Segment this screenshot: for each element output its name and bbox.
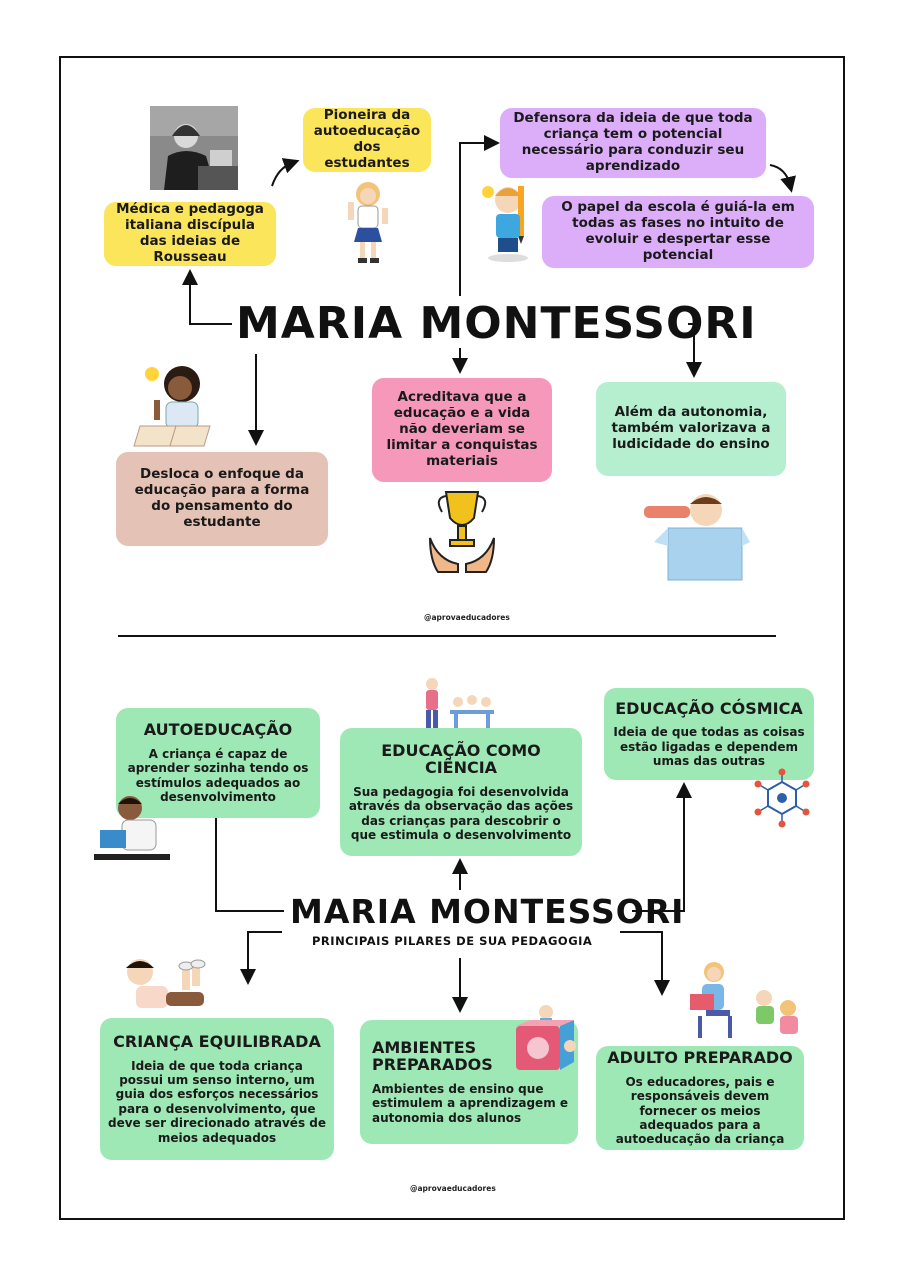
card-autoeducacao-body: A criança é capaz de aprender sozinha tendo os estímulos adequados ao desenvolvimento: [127, 747, 309, 805]
card-ambientes-body: Ambientes de ensino que estimulem a aprendizagem e autonomia dos alunos: [372, 1082, 569, 1125]
teacher-kids-illustration: [688, 958, 806, 1042]
card-ambientes-head: AMBIENTES PREPARADOS: [372, 1037, 493, 1075]
card-adulto: [596, 1046, 804, 1150]
box-acreditava: Acreditava que a educação e a vida não deveriam se limitar a conquistas materiais: [372, 378, 552, 482]
box-alem: Além da autonomia, também valorizava a ludicidade do ensino: [596, 382, 786, 476]
card-cosmica-body: Ideia de que todas as coisas estão ligadas e dependem umas das outras: [613, 725, 805, 768]
girl-idea-illustration: [130, 362, 214, 448]
card-ciencia-head: EDUCAÇÃO COMO CIÊNCIA: [381, 740, 541, 778]
bottom-handle: @aprovaeducadores: [410, 1184, 496, 1193]
box-pioneira: Pioneira da autoeducação dos estudantes: [303, 108, 431, 172]
boy-telescope-illustration: [640, 490, 752, 582]
toy-cube-illustration: [512, 1002, 582, 1076]
box-medica: Médica e pedagoga italiana discípula das ideias de Rousseau: [104, 202, 276, 266]
bottom-subtitle: PRINCIPAIS PILARES DE SUA PEDAGOGIA: [312, 934, 593, 948]
card-ciencia-body: Sua pedagogia foi desenvolvida através da observação das ações das crianças para descobrir o que estimula o desenvolvimento: [348, 784, 574, 842]
classroom-illustration: [414, 676, 506, 734]
card-cosmica: [604, 688, 814, 780]
boy-lying-illustration: [116, 956, 212, 1018]
bottom-title: MARIA MONTESSORI: [290, 892, 685, 931]
card-crianca: [100, 1018, 334, 1160]
top-handle: @aprovaeducadores: [424, 613, 510, 622]
card-crianca-body: Ideia de que toda criança possui um senso interno, um guia dos esforços necessários para o desenvolvimento, que deve ser direcionado através de meios adequados: [108, 1058, 326, 1145]
montessori-photo: [150, 106, 238, 190]
card-crianca-head: CRIANÇA EQUILIBRADA: [113, 1032, 321, 1052]
boy-pencil-illustration: [478, 180, 538, 262]
box-papel: O papel da escola é guiá-la em todas as fases no intuito de evoluir e despertar esse potencial: [542, 196, 814, 268]
card-adulto-body: Os educadores, pais e responsáveis devem fornecer os meios adequados para a autoeducação da criança: [615, 1074, 785, 1147]
box-desloca: Desloca o enfoque da educação para a forma do pensamento do estudante: [116, 452, 328, 546]
network-icon: [752, 768, 812, 828]
card-ciencia: [340, 728, 582, 856]
girl-illustration: [340, 178, 396, 264]
trophy-icon: [428, 488, 496, 576]
section-divider: [118, 635, 776, 637]
card-autoeducacao-head: AUTOEDUCAÇÃO: [143, 720, 293, 740]
top-title: MARIA MONTESSORI: [236, 298, 757, 349]
box-defensora: Defensora da ideia de que toda criança tem o potencial necessário para conduzir seu aprendizado: [500, 108, 766, 178]
boy-reading-illustration: [92, 790, 172, 862]
card-adulto-head: ADULTO PREPARADO: [607, 1048, 793, 1068]
card-cosmica-head: EDUCAÇÃO CÓSMICA: [615, 698, 803, 718]
